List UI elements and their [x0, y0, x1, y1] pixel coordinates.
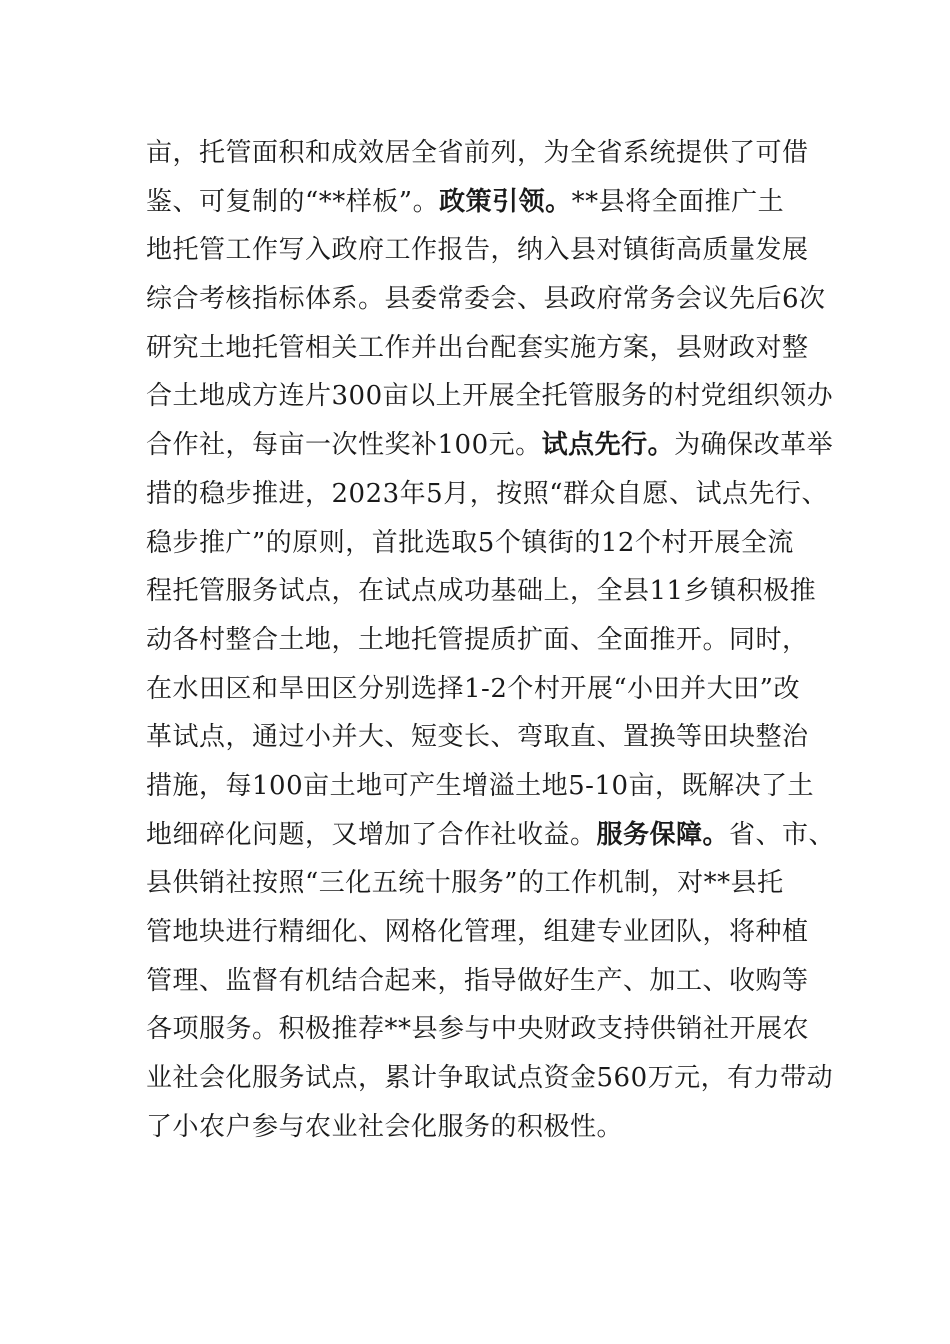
body-text: 管理、监督有机结合起来，指导做好生产、加工、收购等 — [146, 965, 809, 996]
text-line — [146, 620, 826, 669]
body-text: 合土地成方连片300亩以上开展全托管服务的村党组织领办 — [146, 381, 834, 412]
text-line — [146, 133, 826, 182]
text-line — [146, 863, 826, 912]
bold-heading-text: 政策引领。 — [439, 186, 572, 217]
text-line — [146, 425, 834, 474]
bold-heading-text: 服务保障。 — [596, 819, 730, 850]
body-text: 了小农户参与农业社会化服务的积极性。 — [146, 1111, 624, 1142]
text-line — [146, 376, 834, 425]
body-text: 各项服务。积极推荐**县参与中央财政支持供销社开展农 — [146, 1014, 810, 1045]
text-line — [146, 669, 826, 718]
text-line — [146, 523, 826, 572]
body-text: 程托管服务试点，在试点成功基础上，全县11乡镇积极推 — [146, 576, 817, 607]
body-text: 省、市、 — [729, 819, 836, 850]
body-text: 综合考核指标体系。县委常委会、县政府常务会议先后6次 — [146, 284, 826, 315]
body-text: 措的稳步推进，2023年5月，按照“群众自愿、试点先行、 — [146, 478, 829, 509]
text-line — [146, 230, 826, 279]
text-line — [146, 1009, 826, 1058]
body-text: 稳步推广”的原则，首批选取5个镇街的12个村开展全流 — [146, 527, 794, 558]
text-line — [146, 182, 826, 231]
body-paragraph — [146, 133, 836, 1155]
body-text: 地细碎化问题，又增加了合作社收益。 — [146, 819, 597, 850]
text-line — [146, 961, 826, 1010]
body-text: 管地块进行精细化、网格化管理，组建专业团队，将种植 — [146, 917, 809, 947]
text-line — [146, 571, 826, 620]
body-text: 县供销社按照“三化五统十服务”的工作机制，对**县托 — [146, 868, 784, 899]
body-text: 措施，每100亩土地可产生增溢土地5-10亩，既解决了土 — [146, 770, 815, 801]
text-line — [146, 474, 829, 523]
text-line — [146, 815, 836, 864]
text-line — [146, 717, 826, 766]
body-text: 动各村整合土地，土地托管提质扩面、全面推开。同时， — [146, 624, 809, 655]
body-text: 在水田区和旱田区分别选择1-2个村开展“小田并大田”改 — [146, 673, 800, 704]
text-line — [146, 912, 826, 961]
body-text: 研究土地托管相关工作并出台配套实施方案，县财政对整 — [146, 332, 809, 363]
body-text: 革试点，通过小并大、短变长、弯取直、置换等田块整治 — [146, 722, 809, 753]
text-line — [146, 766, 826, 815]
bold-heading-text: 试点先行。 — [541, 430, 675, 461]
body-text: 亩，托管面积和成效居全省前列，为全省系统提供了可借 — [146, 138, 809, 168]
text-line — [146, 279, 826, 328]
text-line — [146, 1107, 826, 1156]
text-line — [146, 328, 826, 377]
body-text: **县将全面推广土 — [571, 186, 785, 217]
text-line — [146, 1058, 834, 1107]
body-text: 地托管工作写入政府工作报告，纳入县对镇街高质量发展 — [146, 235, 809, 266]
body-text: 业社会化服务试点，累计争取试点资金560万元，有力带动 — [146, 1063, 834, 1094]
body-text: 合作社，每亩一次性奖补100元。 — [146, 430, 542, 461]
body-text: 为确保改革举 — [674, 430, 834, 461]
body-text: 鉴、可复制的“**样板”。 — [146, 186, 440, 217]
